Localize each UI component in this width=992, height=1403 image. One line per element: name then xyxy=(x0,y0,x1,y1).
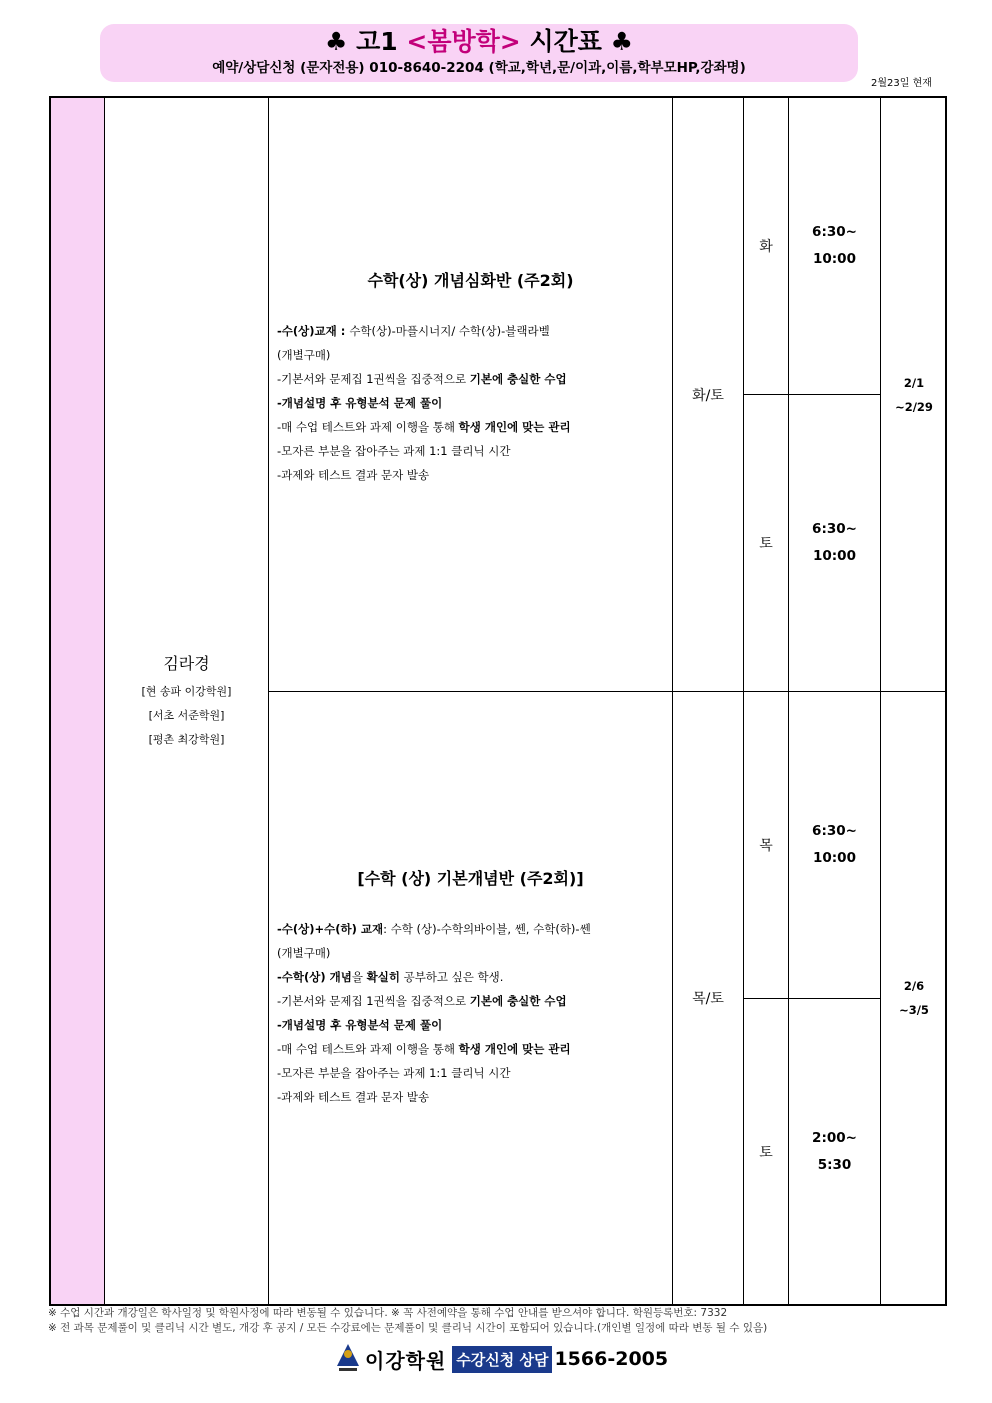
detail-line: -수(상)교재 : 수학(상)-마플시너지/ 수학(상)-블랙라벨 xyxy=(277,324,550,338)
course-1-days: 화/토 xyxy=(692,387,724,404)
detail-line: -과제와 테스트 결과 문자 발송 xyxy=(277,468,430,482)
contact-phone: 1566-2005 xyxy=(554,1348,669,1370)
detail-line: -수학(상) 개념을 확실히 공부하고 싶은 학생. xyxy=(277,970,504,984)
course-title: 수학(상) 개념심화반 (주2회) xyxy=(367,271,574,290)
session-time: 6:30~ 10:00 xyxy=(812,823,857,866)
detail-line: (개별구매) xyxy=(277,946,331,960)
teacher-affiliation: [현 송파 이강학원] xyxy=(141,684,232,698)
detail-line: -기본서와 문제집 1권씩을 집중적으로 기본에 충실한 수업 xyxy=(277,372,567,386)
course-2-days: 목/토 xyxy=(692,991,724,1007)
detail-line: -개념설명 후 유형분석 문제 풀이 xyxy=(277,1018,443,1032)
academy-logo-icon xyxy=(335,1342,361,1376)
club-icon: ♣ xyxy=(324,27,348,56)
as-of-date: 2월23일 현재 xyxy=(871,78,932,89)
teacher-cell xyxy=(105,98,268,1304)
category-column xyxy=(51,98,104,1304)
detail-line: -모자른 부분을 잡아주는 과제 1:1 클리닉 시간 xyxy=(277,444,511,458)
title-accent: <봄방학> xyxy=(406,27,521,56)
academy-name: 이강학원 xyxy=(365,1348,447,1373)
course-1-period: 2/1 ~2/29 xyxy=(895,375,933,414)
detail-line: -기본서와 문제집 1권씩을 집중적으로 기본에 충실한 수업 xyxy=(277,994,567,1008)
teacher-affiliation: [평촌 최강학원] xyxy=(148,732,225,746)
session-time: 6:30~ 10:00 xyxy=(812,521,857,564)
detail-line: -수(상)+수(하) 교재: 수학 (상)-수학의바이블, 쎈, 수학(하)-쎈 xyxy=(277,922,591,936)
detail-line: -모자른 부분을 잡아주는 과제 1:1 클리닉 시간 xyxy=(277,1066,511,1080)
session-day: 토 xyxy=(759,536,773,552)
session-time: 6:30~ 10:00 xyxy=(812,224,857,267)
detail-line: -매 수업 테스트와 과제 이행을 통해 학생 개인에 맞는 관리 xyxy=(277,420,571,434)
course-title: [수학 (상) 기본개념반 (주2회)] xyxy=(357,869,584,888)
session-day: 목 xyxy=(759,838,773,854)
title-banner xyxy=(100,24,858,82)
detail-line: -매 수업 테스트와 과제 이행을 통해 학생 개인에 맞는 관리 xyxy=(277,1042,571,1056)
course-2-period: 2/6 ~3/5 xyxy=(899,979,929,1017)
reservation-info: 예약/상담신청 (문자전용) 010-8640-2204 (학교,학년,문/이과,이름,학부모HP,강좌명) xyxy=(212,60,746,76)
footer xyxy=(335,1340,668,1378)
detail-line: (개별구매) xyxy=(277,348,331,362)
notes xyxy=(48,1306,948,1336)
course-1-description xyxy=(269,268,672,487)
timetable xyxy=(49,96,947,1306)
detail-line: -과제와 테스트 결과 문자 발송 xyxy=(277,1090,430,1104)
session-day: 화 xyxy=(759,239,773,255)
teacher-affiliation: [서초 서준학원] xyxy=(148,708,225,722)
session-day: 토 xyxy=(759,1144,773,1161)
teacher-name: 김라경 xyxy=(163,653,210,673)
page-title: ♣ 고1 <봄방학> 시간표 ♣ xyxy=(324,27,634,56)
detail-line: -개념설명 후 유형분석 문제 풀이 xyxy=(277,396,443,410)
note-line: ※ 전 과목 문제풀이 및 클리닉 시간 별도, 개강 후 공지 / 모든 수강료에는 문제풀이 및 클리닉 시간이 포함되어 있습니다.(개인별 일정에 따라 변동 될 수 있음) xyxy=(48,1322,768,1334)
club-icon: ♣ xyxy=(610,27,634,56)
enroll-consult-label: 수강신청 상담 xyxy=(452,1346,552,1373)
session-time: 2:00~ 5:30 xyxy=(812,1129,857,1173)
course-2-description xyxy=(269,866,672,1109)
note-line: ※ 수업 시간과 개강일은 학사일정 및 학원사정에 따라 변동될 수 있습니다. ※ 꼭 사전예약을 통해 수업 안내를 받으셔야 합니다. 학원등록번호: 7332 xyxy=(48,1307,728,1319)
